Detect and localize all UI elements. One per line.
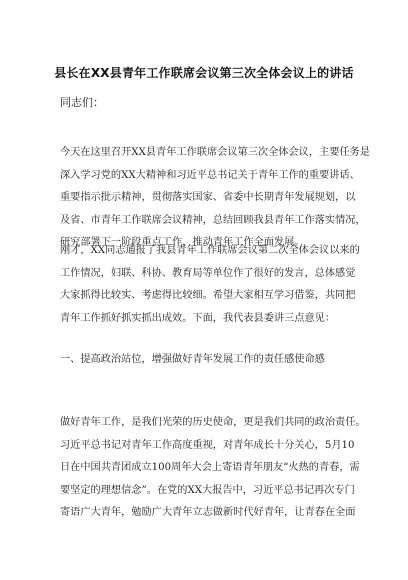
paragraph-review <box>60 240 360 330</box>
paragraph-line: 做好青年工作，是我们光荣的历史使命，更是我们共同的政治责任。 <box>60 417 366 428</box>
paragraph-line: 工作情况，妇联、科协、教育局等单位作了很好的发言，总体感觉 <box>60 267 356 279</box>
paragraph-line: 刚才，XX同志通报了我县青年工作联席会议第二次全体会议以来的 <box>60 245 360 256</box>
document-title: 县长在XX县青年工作联席会议第三次全体会议上的讲话 <box>54 66 354 80</box>
section-heading: 一、提高政治站位，增强做好青年发展工作的责任感使命感 <box>60 354 325 365</box>
paragraph-line: 今天在这里召开XX县青年工作联席会议第三次全体会议，主要任务是 <box>60 147 370 158</box>
paragraph-line: 要坚定的理想信念”。在党的XX大报告中，习近平总书记再次专门 <box>60 484 355 496</box>
paragraph-line: 大家抓得比较实、考虑得比较细。希望大家相互学习借鉴，共同把 <box>60 290 356 301</box>
paragraph-line: 研究部署下一阶段重点工作，推动青年工作全面发展。 <box>60 237 305 248</box>
paragraph-line: 青年工作抓好抓实抓出成效。下面，我代表县委讲三点意见： <box>60 312 336 324</box>
paragraph-opening <box>60 142 370 255</box>
salutation: 同志们： <box>60 96 104 109</box>
paragraph-line: 重要指示批示精神，贯彻落实国家、省委中长期青年发展规划，以 <box>60 192 356 203</box>
paragraph-line: 习近平总书记对青年工作高度重视，对青年成长十分关心，5月10 <box>60 439 355 451</box>
paragraph-line: 日在中国共青团成立100周年大会上寄语青年朋友“火热的青春，需 <box>60 462 360 473</box>
paragraph-line: 及省、市青年工作联席会议精神，总结回顾我县青年工作落实情况， <box>60 214 366 226</box>
paragraph-section-one <box>60 412 366 525</box>
paragraph-line: 寄语广大青年，勉励广大青年立志做新时代好青年，让青春在全面 <box>60 507 356 518</box>
paragraph-line: 深入学习党的XX大精神和习近平总书记关于青年工作的重要讲话、 <box>60 169 360 181</box>
